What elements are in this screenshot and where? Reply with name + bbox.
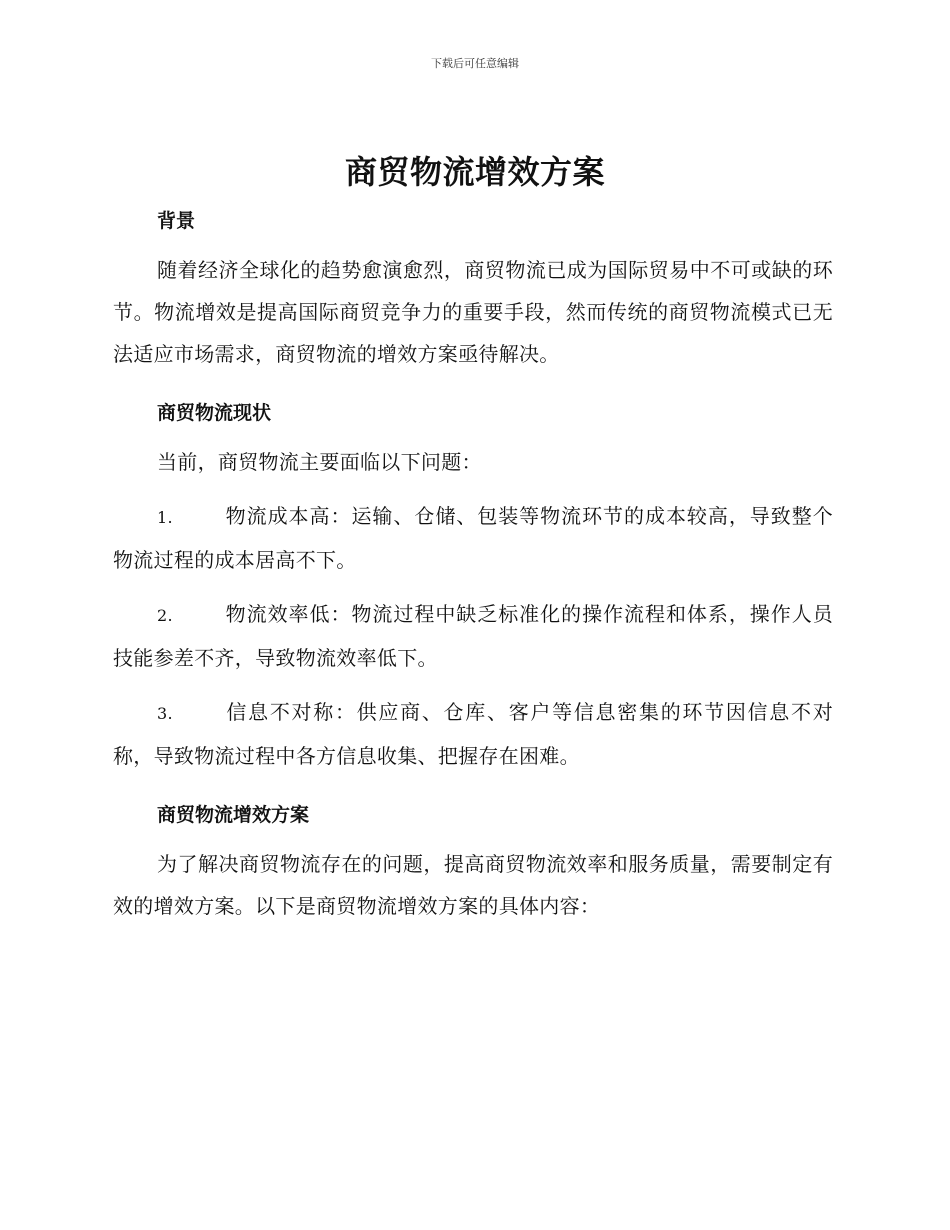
list-item-text: 物流成本高：运输、仓储、包装等物流环节的成本较高，导致整个物流过程的成本居高不下。 bbox=[113, 504, 833, 572]
document-body bbox=[113, 205, 833, 927]
list-item-text: 物流效率低：物流过程中缺乏标准化的操作流程和体系，操作人员技能参差不齐，导致物流效率低下。 bbox=[113, 602, 833, 670]
status-intro-paragraph: 当前，商贸物流主要面临以下问题： bbox=[157, 450, 482, 474]
section-heading-background: 背景 bbox=[157, 210, 196, 232]
list-item-text: 信息不对称：供应商、仓库、客户等信息密集的环节因信息不对称，导致物流过程中各方信息收集、把握存在困难。 bbox=[113, 700, 833, 768]
list-item bbox=[113, 691, 833, 777]
section-heading-status: 商贸物流现状 bbox=[157, 402, 272, 424]
page-header-note: 下载后可任意编辑 bbox=[431, 57, 519, 70]
list-item-number: 3. bbox=[157, 704, 173, 723]
section-heading-plan: 商贸物流增效方案 bbox=[157, 804, 310, 826]
list-item-number: 2. bbox=[157, 606, 173, 625]
list-item bbox=[113, 495, 833, 581]
background-paragraph: 随着经济全球化的趋势愈演愈烈，商贸物流已成为国际贸易中不可或缺的环节。物流增效是提高国际商贸竞争力的重要手段，然而传统的商贸物流模式已无法适应市场需求，商贸物流的增效方案亟待解决。 bbox=[113, 258, 833, 366]
list-item-number: 1. bbox=[157, 508, 173, 527]
plan-paragraph: 为了解决商贸物流存在的问题，提高商贸物流效率和服务质量，需要制定有效的增效方案。以下是商贸物流增效方案的具体内容： bbox=[113, 852, 833, 918]
list-item bbox=[113, 593, 833, 679]
document-title: 商贸物流增效方案 bbox=[344, 153, 605, 191]
